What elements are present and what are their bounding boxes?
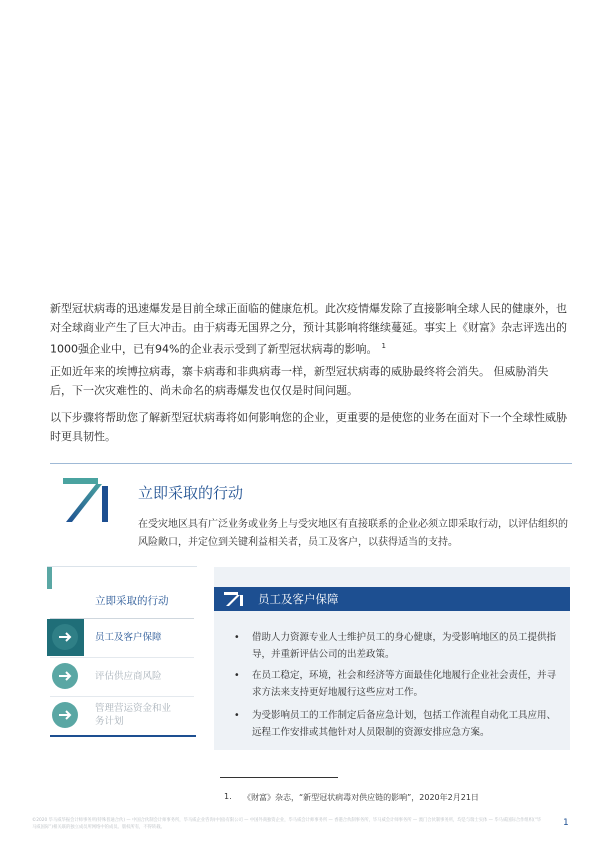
arrow-right-icon — [52, 702, 78, 728]
sidenav-item-supplier-risk[interactable] — [47, 658, 194, 695]
intro-paragraph-3 — [50, 408, 570, 446]
action-arrow-icon — [223, 591, 247, 607]
sidenav-item-label: 管理营运资金和业务计划 — [95, 703, 172, 727]
sidenav-item-label: 员工及客户保障 — [95, 632, 162, 643]
page-number: 1 — [563, 818, 569, 828]
section-title: 立即采取的行动 — [138, 484, 244, 502]
arrow-right-icon — [52, 663, 78, 689]
intro-text-2: 正如近年来的埃博拉病毒，寨卡病毒和非典病毒一样，新型冠状病毒的威胁最终将会消失。 但威胁消失后，下一次灾难性的、尚未命名的病毒爆发也仅仅是时间问题。 — [50, 365, 549, 397]
legal-disclaimer: ©2020 毕马威华振会计师事务所(特殊普通合伙) — 中国合伙制会计师事务所，毕马威企业咨询(中国)有限公司 — 中国外商独资企业，毕马威会计师事务所 — 香港合伙制事务所，毕马威会计师事务所 — 澳门合伙制事务所，均是与瑞士实体 — 毕马威国际合作组织(“毕马威国际”)相关联的独立成员所网络中的成员。版权所有，不得转载。 — [32, 818, 542, 830]
intro-paragraph-1 — [50, 299, 570, 359]
arrow-right-icon — [52, 624, 78, 650]
panel-bullet-text: 在员工稳定，环境，社会和经济等方面最佳化地履行企业社会责任，并寻求方法来支持更好地履行这些应对工作。 — [252, 670, 557, 698]
panel-title: 员工及客户保障 — [258, 592, 339, 606]
bullet-dot-icon: • — [234, 632, 240, 643]
intro-text-1: 新型冠状病毒的迅速爆发是目前全球正面临的健康危机。此次疫情爆发除了直接影响全球人民的健康外，也对全球商业产生了巨大冲击。由于病毒无国界之分，预计其影响将继续蔓延。事实上《财富》杂志评选出的1000强企业中，已有94%的企业表示受到了新型冠状病毒的影响。 — [50, 302, 567, 356]
section-divider — [50, 463, 572, 464]
footnote-ref[interactable]: 1 — [381, 342, 386, 350]
sidenav-bottom-rule — [50, 735, 196, 737]
panel-bullet-text: 为受影响员工的工作制定后备应急计划，包括工作流程自动化工具应用、远程工作安排或其他针对人员限制的资源安排应急方案。 — [252, 710, 557, 738]
footnote-text: 《财富》杂志，“新型冠状病毒对供应链的影响”，2020年2月21日 — [243, 793, 479, 802]
intro-text-3: 以下步骤将帮助您了解新型冠状病毒将如何影响您的企业，更重要的是使您的业务在面对下一个全球性威胁时更具韧性。 — [50, 411, 567, 443]
section-description: 在受灾地区具有广泛业务或业务上与受灾地区有直接联系的企业必须立即采取行动，以评估组织的风险敞口，并定位到关键利益相关者，员工及客户，以获得适当的支持。 — [138, 519, 568, 548]
bullet-dot-icon: • — [234, 670, 240, 681]
panel-header — [214, 587, 570, 611]
action-arrow-logo-icon — [60, 476, 115, 524]
sidenav-top-line — [47, 566, 197, 567]
panel-bullet-text: 借助人力资源专业人士维护员工的身心健康，为受影响地区的员工提供指导，并重新评估公司的出差政策。 — [252, 632, 557, 660]
sidenav-item-employee-protection[interactable] — [47, 619, 194, 656]
footnote-number: 1. — [224, 792, 232, 801]
sidenav-item-working-capital[interactable] — [47, 697, 194, 734]
sidenav-title[interactable]: 立即采取的行动 — [95, 595, 169, 607]
footnote-rule — [220, 777, 338, 778]
bullet-dot-icon: • — [234, 710, 240, 721]
intro-paragraph-2 — [50, 362, 570, 400]
sidenav-accent-bar — [47, 567, 52, 589]
sidenav-item-label: 评估供应商风险 — [95, 671, 162, 682]
